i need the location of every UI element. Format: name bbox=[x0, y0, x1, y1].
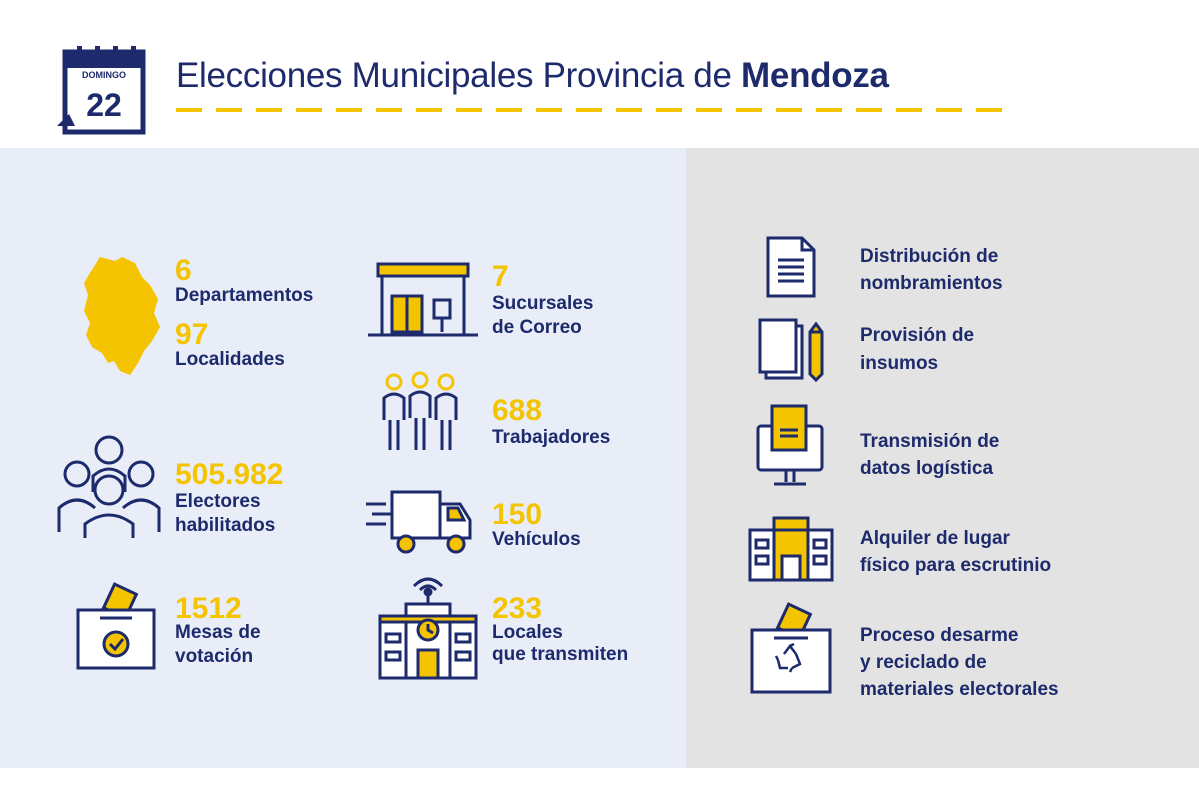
task-4-line1: Alquiler de lugar bbox=[860, 528, 1010, 549]
task-1-line2: nombramientos bbox=[860, 273, 1003, 294]
dashed-divider bbox=[176, 108, 1012, 112]
task-3-line1: Transmisión de bbox=[860, 431, 1000, 452]
task-3-line2: datos logística bbox=[860, 458, 994, 479]
mesas-label-line1: Mesas de bbox=[175, 622, 261, 643]
task-2-line1: Provisión de bbox=[860, 325, 975, 346]
locales-label-line2: que transmiten bbox=[492, 644, 629, 665]
sucursales-label-line1: Sucursales bbox=[492, 293, 594, 314]
locales-value: 233 bbox=[492, 592, 543, 625]
voters-group-icon bbox=[55, 432, 163, 540]
departamentos-value: 6 bbox=[175, 254, 192, 287]
calendar-day-label: DOMINGO bbox=[82, 70, 126, 80]
task-5-line2: y reciclado de bbox=[860, 652, 987, 673]
trabajadores-label: Trabajadores bbox=[492, 427, 611, 448]
post-office-icon bbox=[368, 262, 478, 338]
title-bold: Mendoza bbox=[741, 56, 889, 95]
locales-label-line1: Locales bbox=[492, 622, 563, 643]
trabajadores-value: 688 bbox=[492, 394, 543, 427]
truck-icon bbox=[364, 488, 474, 556]
sucursales-label-line2: de Correo bbox=[492, 317, 582, 338]
electores-label-line1: Electores bbox=[175, 491, 261, 512]
computer-icon bbox=[756, 404, 824, 488]
building-icon bbox=[748, 516, 834, 582]
task-5-line1: Proceso desarme bbox=[860, 625, 1019, 646]
calendar-day-number: 22 bbox=[86, 87, 122, 123]
mendoza-map-icon bbox=[80, 255, 170, 377]
broadcast-building-icon bbox=[378, 578, 478, 680]
task-1-line1: Distribución de bbox=[860, 246, 999, 267]
electores-label-line2: habilitados bbox=[175, 515, 276, 536]
departamentos-label: Departamentos bbox=[175, 285, 314, 306]
header bbox=[0, 0, 1199, 148]
task-5-line3: materiales electorales bbox=[860, 679, 1059, 700]
title-prefix: Elecciones Municipales Provincia de bbox=[176, 56, 742, 95]
localidades-value: 97 bbox=[175, 318, 209, 351]
ballot-box-icon bbox=[76, 586, 156, 672]
calendar-icon bbox=[55, 44, 147, 138]
task-2-line2: insumos bbox=[860, 353, 939, 374]
vehiculos-value: 150 bbox=[492, 498, 543, 531]
workers-icon bbox=[380, 372, 460, 452]
electores-value: 505.982 bbox=[175, 458, 284, 491]
localidades-label: Localidades bbox=[175, 349, 285, 370]
mesas-value: 1512 bbox=[175, 592, 242, 625]
vehiculos-label: Vehículos bbox=[492, 529, 581, 550]
page-title bbox=[176, 56, 889, 96]
supplies-icon bbox=[756, 318, 826, 380]
task-4-line2: físico para escrutinio bbox=[860, 555, 1052, 576]
recycle-ballot-box-icon bbox=[750, 606, 832, 694]
mesas-label-line2: votación bbox=[175, 646, 254, 667]
sucursales-value: 7 bbox=[492, 260, 509, 293]
document-icon bbox=[766, 236, 816, 298]
